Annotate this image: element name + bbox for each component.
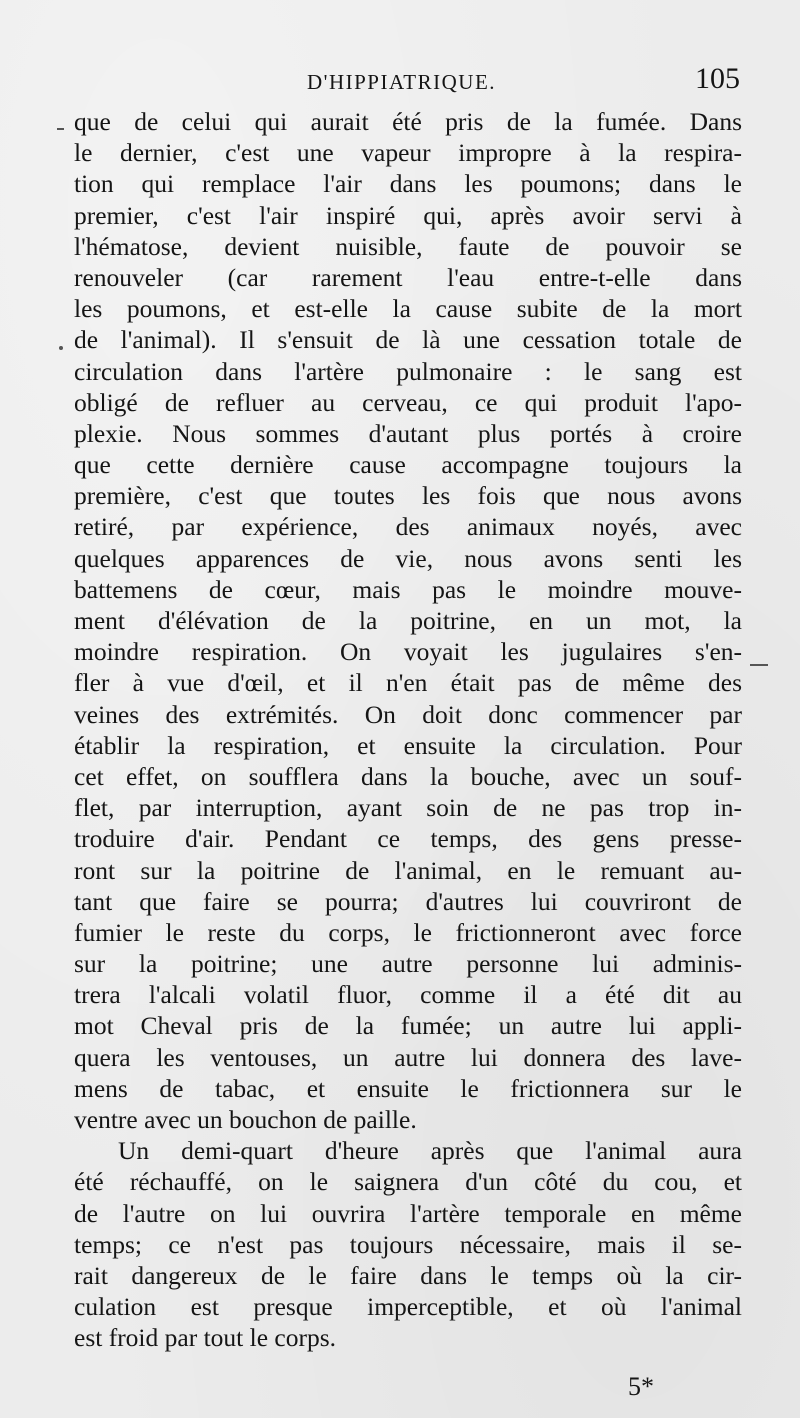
text-line: culation est presque imperceptible, et où l'animal (74, 1292, 742, 1322)
text-line: trera l'alcali volatil fluor, comme il a été dit au (74, 980, 742, 1010)
text-line: rait dangereux de le faire dans le temps où la cir- (74, 1260, 742, 1290)
text-line: circulation dans l'artère pulmonaire : le sang est (74, 356, 742, 386)
text-line: moindre respiration. On voyait les jugulaires s'en- (74, 637, 742, 667)
text-line: tion qui remplace l'air dans les poumons; dans le (74, 169, 742, 199)
paragraph (74, 106, 742, 1135)
text-line: quera les ventouses, un autre lui donnera des lave- (74, 1042, 742, 1072)
body-text (74, 106, 742, 1354)
text-line: tant que faire se pourra; d'autres lui couvriront de (74, 886, 742, 916)
text-line: fler à vue d'œil, et il n'en était pas de même des (74, 668, 742, 698)
text-line: mot Cheval pris de la fumée; un autre lui appli- (74, 1011, 742, 1041)
text-line: Un demi-quart d'heure après que l'animal aura (118, 1136, 742, 1166)
text-line: plexie. Nous sommes d'autant plus portés à croire (74, 418, 742, 448)
text-line: veines des extrémités. On doit donc commencer par (74, 699, 742, 729)
signature-mark: 5* (628, 1372, 654, 1401)
text-line: temps; ce n'est pas toujours nécessaire, mais il se- (74, 1229, 742, 1259)
text-line: ront sur la poitrine de l'animal, en le remuant au- (74, 855, 742, 885)
text-line: quelques apparences de vie, nous avons senti les (74, 543, 742, 573)
margin-mark (57, 128, 64, 130)
running-title: D'HIPPIATRIQUE. (307, 70, 497, 94)
margin-mark (59, 346, 63, 350)
text-line: est froid par tout le corps. (74, 1323, 337, 1353)
text-line: mens de tabac, et ensuite le frictionnera sur le (74, 1073, 742, 1103)
text-line: sur la poitrine; une autre personne lui adminis- (74, 949, 742, 979)
paragraph (74, 1135, 742, 1353)
text-line: renouveler (car rarement l'eau entre-t-elle dans (74, 262, 742, 292)
margin-mark (750, 664, 768, 666)
text-line: premier, c'est l'air inspiré qui, après avoir servi à (74, 200, 742, 230)
text-line: retiré, par expérience, des animaux noyés, avec (74, 512, 742, 542)
running-head (72, 62, 740, 102)
text-line: fumier le reste du corps, le frictionneront avec force (74, 917, 742, 947)
text-line: le dernier, c'est une vapeur impropre à la respira- (74, 138, 742, 168)
text-line: ment d'élévation de la poitrine, en un mot, la (74, 606, 742, 635)
page-number: 105 (695, 62, 740, 95)
text-line: les poumons, et est-elle la cause subite de la mort (74, 294, 742, 324)
text-line: obligé de refluer au cerveau, ce qui produit l'apo- (74, 387, 742, 417)
text-line: troduire d'air. Pendant ce temps, des gens presse- (74, 824, 742, 854)
text-line: de l'autre on lui ouvrira l'artère temporale en même (74, 1198, 742, 1228)
text-line: cet effet, on soufflera dans la bouche, avec un souf- (74, 761, 742, 791)
text-line: première, c'est que toutes les fois que nous avons (74, 481, 742, 511)
text-line: l'hématose, devient nuisible, faute de pouvoir se (74, 231, 742, 261)
text-line: que de celui qui aurait été pris de la fumée. Dans (74, 107, 742, 136)
text-line: battemens de cœur, mais pas le moindre mouve- (74, 574, 742, 604)
text-line: flet, par interruption, ayant soin de ne pas trop in- (74, 793, 742, 823)
text-line: que cette dernière cause accompagne toujours la (74, 450, 742, 480)
text-line: établir la respiration, et ensuite la circulation. Pour (74, 730, 742, 760)
text-line: été réchauffé, on le saignera d'un côté du cou, et (74, 1167, 742, 1197)
text-line: ventre avec un bouchon de paille. (74, 1105, 417, 1134)
text-line: de l'animal). Il s'ensuit de là une cessation totale de (74, 325, 742, 355)
